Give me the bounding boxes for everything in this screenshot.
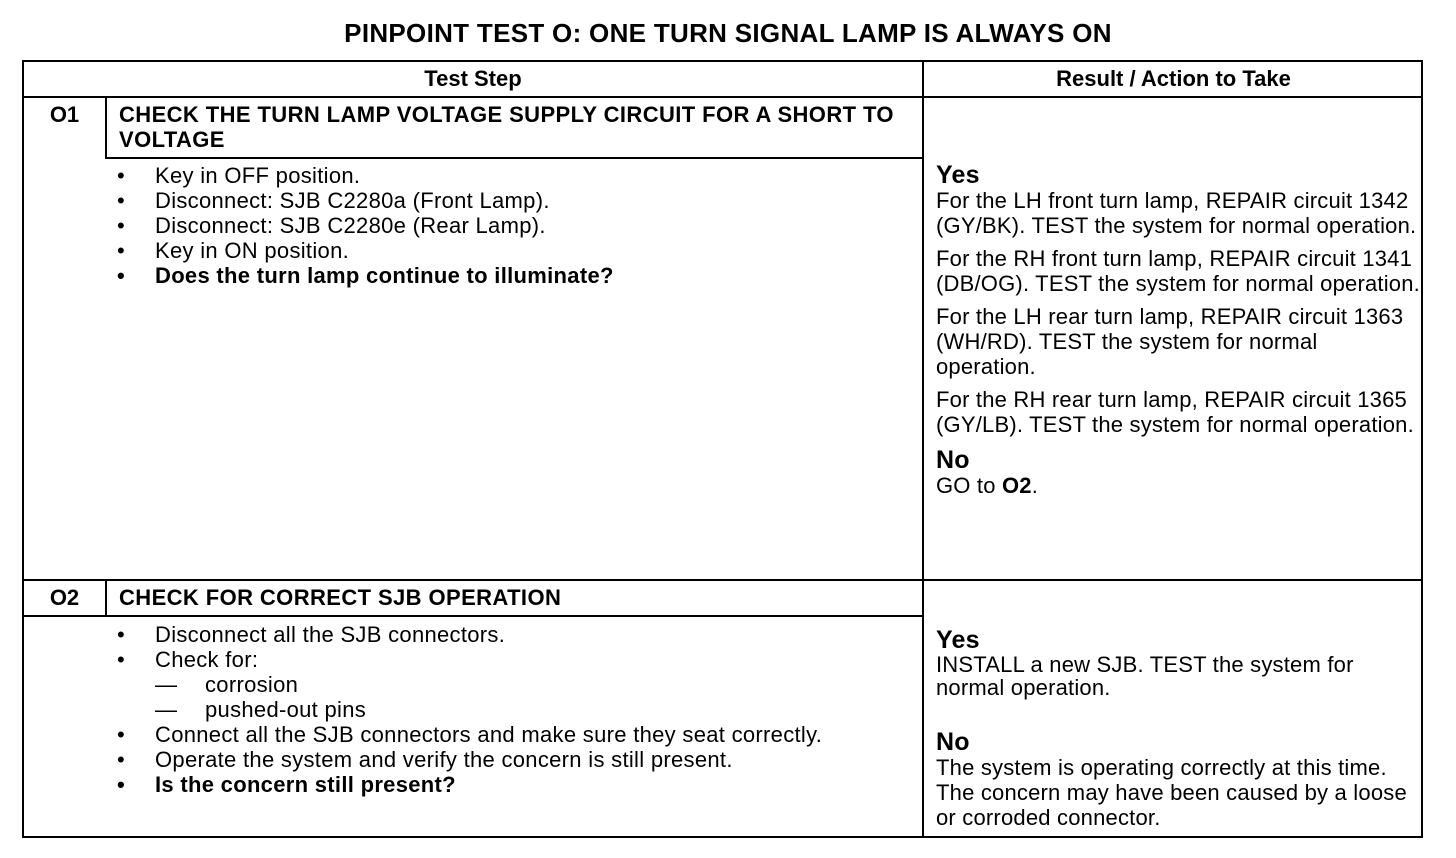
step-title-divider-o1 xyxy=(105,157,922,159)
result-o2 xyxy=(924,627,1423,830)
bullet-question: • Does the turn lamp continue to illuminate? xyxy=(117,263,614,288)
dash-icon: — xyxy=(155,672,178,697)
no-text-o1: GO to O2. xyxy=(936,473,1039,498)
bullet-icon: • xyxy=(117,163,126,188)
no-label-o2: No xyxy=(936,728,970,756)
sub-item: — corrosion xyxy=(155,672,299,697)
bullet-icon: • xyxy=(117,238,126,263)
bullet-icon: • xyxy=(117,747,126,772)
header-test-step: Test Step xyxy=(424,66,522,91)
step-title-divider-o2 xyxy=(24,615,922,617)
no-text-o2: The system is operating correctly at this time. The concern may have been caused by a loose or corroded connector. xyxy=(936,755,1407,830)
bullet-icon: • xyxy=(117,213,126,238)
dash-icon: — xyxy=(155,697,178,722)
step-title-o1: CHECK THE TURN LAMP VOLTAGE SUPPLY CIRCUIT FOR A SHORT TO VOLTAGE xyxy=(119,102,894,152)
bullet-icon: • xyxy=(117,772,126,797)
bullet-icon: • xyxy=(117,722,126,747)
yes-item-rh-front: For the RH front turn lamp, REPAIR circuit 1341 (DB/OG). TEST the system for normal operation. xyxy=(936,246,1420,296)
page-title: PINPOINT TEST O: ONE TURN SIGNAL LAMP IS ALWAYS ON xyxy=(344,18,1112,48)
header-result-action: Result / Action to Take xyxy=(1056,66,1291,91)
sub-item: — pushed-out pins xyxy=(155,697,367,722)
pinpoint-test-table xyxy=(22,60,1423,838)
bullet-item: • Disconnect all the SJB connectors. xyxy=(117,622,506,647)
bullet-icon: • xyxy=(117,263,126,288)
bullet-item: • Operate the system and verify the concern is still present. xyxy=(117,747,733,772)
bullet-item: • Connect all the SJB connectors and make sure they seat correctly. xyxy=(117,722,823,747)
goto-o2-link[interactable]: O2 xyxy=(1002,473,1032,498)
bullet-item: • Key in ON position. xyxy=(117,238,350,263)
step-bullets-o2 xyxy=(107,622,917,797)
bullet-icon: • xyxy=(117,622,126,647)
step-title-o2: CHECK FOR CORRECT SJB OPERATION xyxy=(119,585,562,610)
result-o1 xyxy=(924,162,1423,498)
no-label-o1: No xyxy=(936,446,970,474)
step-id-o1: O1 xyxy=(49,102,80,127)
step-bullets-o1 xyxy=(107,163,917,288)
bullet-icon: • xyxy=(117,647,126,672)
yes-label-o2: Yes xyxy=(936,626,980,654)
yes-label-o1: Yes xyxy=(936,161,980,189)
yes-item-rh-rear: For the RH rear turn lamp, REPAIR circuit 1365 (GY/LB). TEST the system for normal operation. xyxy=(936,387,1414,437)
yes-text-o2: INSTALL a new SJB. TEST the system for normal operation. xyxy=(936,652,1354,700)
step-id-o2: O2 xyxy=(49,585,80,610)
bullet-item: • Check for: xyxy=(117,647,259,672)
yes-item-lh-rear: For the LH rear turn lamp, REPAIR circuit 1363 (WH/RD). TEST the system for normal operation. xyxy=(936,304,1404,379)
bullet-item: • Disconnect: SJB C2280e (Rear Lamp). xyxy=(117,213,546,238)
bullet-item: • Disconnect: SJB C2280a (Front Lamp). xyxy=(117,188,550,213)
bullet-icon: • xyxy=(117,188,126,213)
bullet-question: • Is the concern still present? xyxy=(117,772,456,797)
yes-item-lh-front: For the LH front turn lamp, REPAIR circuit 1342 (GY/BK). TEST the system for normal operation. xyxy=(936,188,1417,238)
bullet-item: • Key in OFF position. xyxy=(117,163,361,188)
